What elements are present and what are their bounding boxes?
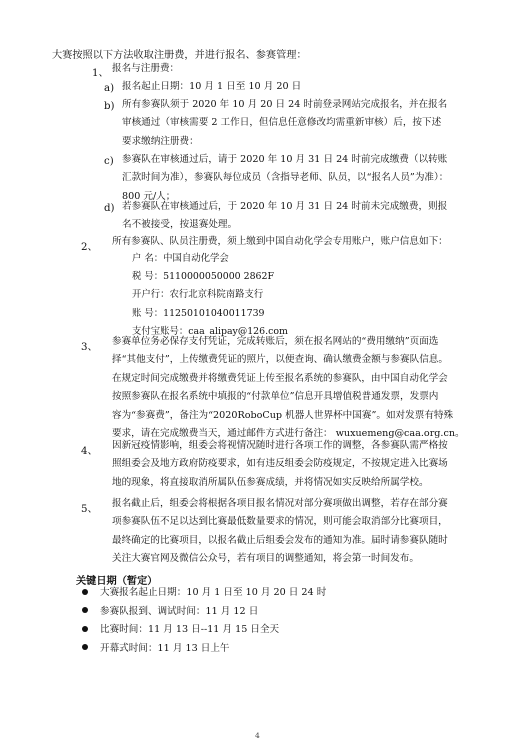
item-b [122,96,447,151]
section-5-line: 最终确定的比赛项目，以报名截止后组委会发布的通知为准。届时请参赛队随时 [112,534,448,546]
bullet-icon [82,626,88,632]
page-number: 4 [255,731,260,740]
section-3-line: 容为“参赛费”，备注为“2020RoboCup 机器人世界杯中国赛”。如对发票有特殊 [112,409,454,421]
item-c-line: 800 元/人； [122,190,176,202]
section-2-line: 所有参赛队、队员注册费，须上缴到中国自动化学会专用账户，账户信息如下： [112,236,448,247]
item-b-line: 所有参赛队须于 2020 年 10 月 20 日 24 时前登录网站完成报名，并在报名 [122,99,448,110]
section-3-line: 要求，请在完成缴费当天，通过邮件方式进行备注： wuxuemeng@caa.org.cn。 [112,428,465,440]
section-5-line: 项参赛队伍不足以达到比赛最低数量要求的情况，则可能会取消部分比赛项目， [112,516,448,528]
item-b-line: 要求缴纳注册费： [122,135,199,147]
section-3-line: 择“其他支付”，上传缴费凭证的照片，以便查询、确认缴费金额与参赛队信息。 [112,354,448,366]
item-c-line: 汇款时间为准），参赛队每位成员（含指导老师、队员，以“报名人员”为准）： [122,172,449,184]
section-3-line: 在规定时间完成缴费并将缴费凭证上传至报名系统的参赛队，由中国自动化学会 [112,372,448,384]
key-dates-list [82,584,326,658]
list-item [82,584,326,603]
section-2-text [112,233,448,251]
item-d-line: 若参赛队在审核通过后，于 2020 年 10 月 31 日 24 时前未完成缴费，则报 [122,201,448,212]
account-name: 户 名：中国自动化学会 [132,253,229,264]
section-5-line: 关注大赛官网及微信公众号，若有项目的调整通知，将会第一时间发布。 [112,553,419,565]
section-3-line: 参赛单位务必保存支付凭证，完成转账后，须在报名网站的“费用缴纳”页面选 [112,336,439,347]
section-1-title-text: 报名与注册费： [112,63,180,74]
section-3-line: 按照参赛队在报名系统中填报的“付款单位”信息开具增值税普通发票，发票内 [112,391,439,403]
item-d [122,198,447,235]
item-c-line: 参赛队在审核通过后，请于 2020 年 10 月 31 日 24 时前完成缴费（以转账 [122,154,448,165]
section-1-number: 1、 [92,68,109,79]
key-date-text: 参赛队报到、调试时间：11 月 12 日 [100,605,259,617]
item-a-line: 报名起止日期：10 月 1 日至 10 月 20 日 [122,81,302,92]
section-4-line: 照组委会及地方政府防疫要求，如有违反组委会防疫规定，不按规定进入比赛场 [112,458,448,470]
list-item [82,603,326,622]
section-5-number: 5、 [81,504,98,515]
key-date-text: 大赛报名起止日期：10 月 1 日至 10 月 20 日 24 时 [100,587,327,598]
item-a-marker: a) [104,83,115,94]
section-5-line: 报名截止后，组委会将根据各项目报名情况对部分赛项做出调整，若存在部分赛 [112,498,448,509]
section-4-text [112,437,448,492]
bank-branch: 开户行：农行北京科院南路支行 [132,289,264,301]
section-1-title [112,60,179,78]
section-3-text [112,333,465,443]
item-c-marker: c) [104,156,114,167]
section-3-number: 3、 [81,342,98,353]
list-item [82,621,326,640]
intro-text: 大赛按照以下方法收取注册费，并进行报名、参赛管理： [52,50,307,61]
key-date-text: 开幕式时间：11 月 13 日上午 [100,642,230,654]
item-a [122,78,301,96]
section-4-number: 4、 [81,446,98,457]
list-item [82,640,326,659]
item-b-line: 审核通过（审核需要 2 工作日，但信息任意修改均需重新审核）后，按下述 [122,117,442,129]
item-d-line: 名不被接受，按退赛处理。 [122,219,238,231]
key-date-text: 比赛时间：11 月 13 日--11 月 15 日全天 [100,624,280,636]
bullet-icon [82,644,88,650]
section-5-text [112,495,448,569]
bullet-icon [82,589,88,595]
item-b-marker: b) [104,101,115,112]
account-number: 账 号：11250101040011739 [132,307,265,319]
alipay-account: 支付宝账号：caa_alipay@126.com [132,325,288,337]
bank-account-info [132,250,288,341]
key-dates-title: 关键日期（暂定） [76,575,158,587]
tax-number: 税 号：5110000050000 2862F [132,271,274,283]
bullet-icon [82,607,88,613]
section-4-line: 地的现象，将直接取消所属队伍参赛成绩，并将情况如实反映给所属学校。 [112,476,429,488]
section-2-number: 2、 [81,242,98,253]
item-d-marker: d) [104,203,115,214]
section-4-line: 因新冠疫情影响，组委会将视情况随时进行各项工作的调整，各参赛队需严格按 [112,440,448,451]
